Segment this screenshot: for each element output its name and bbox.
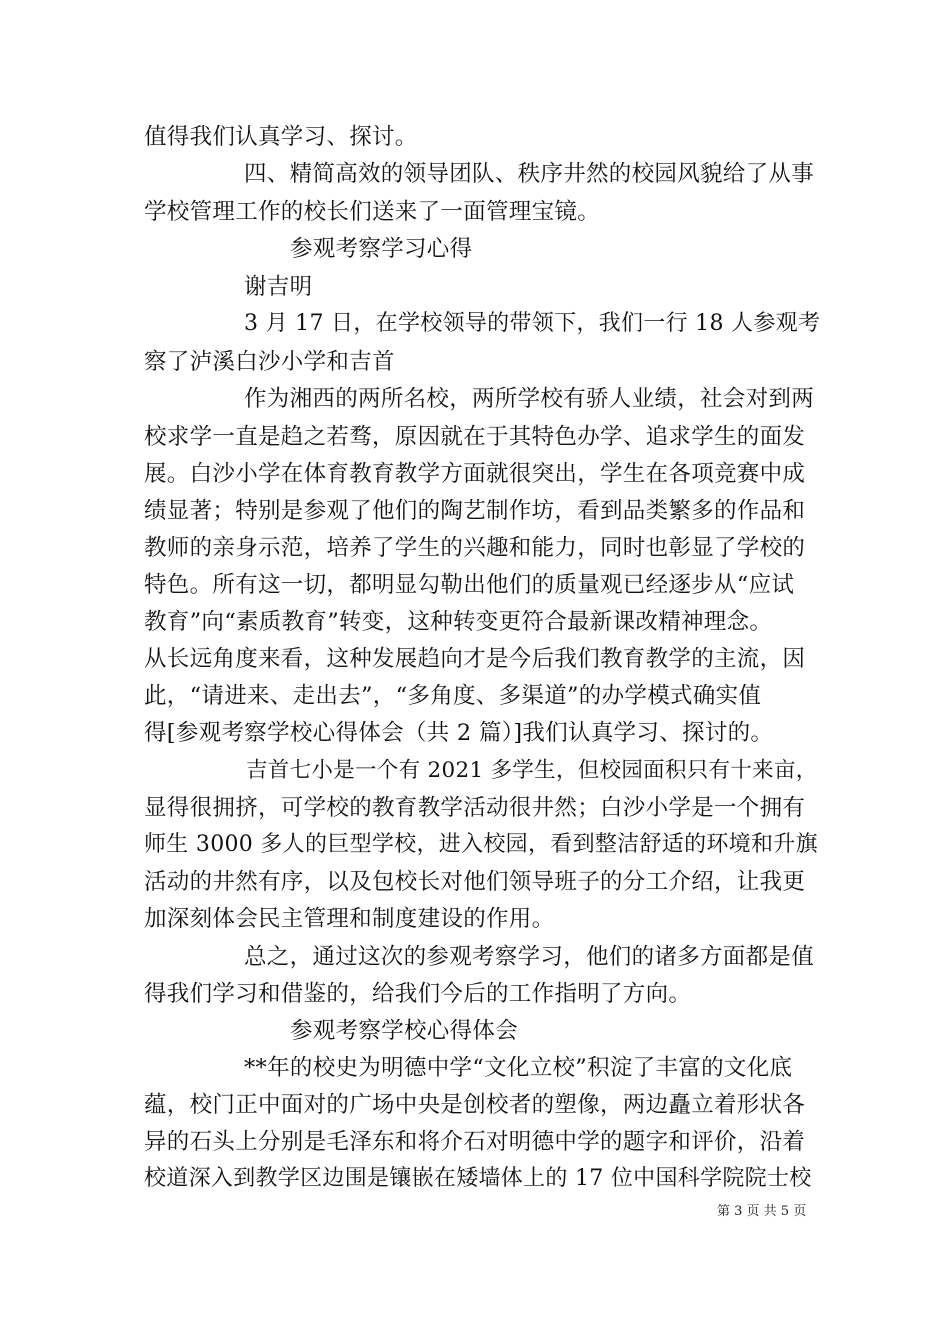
text-line: 得[参观考察学校心得体会（共 2 篇）]我们认真学习、探讨的。 bbox=[144, 720, 774, 746]
text-line: 展。白沙小学在体育教育教学方面就很突出，学生在各项竞赛中成 bbox=[144, 461, 806, 487]
text-line: 学校管理工作的校长们送来了一面管理宝镜。 bbox=[144, 199, 601, 225]
text-line: 四、精简高效的领导团队、秩序井然的校园风貌给了从事 bbox=[244, 161, 815, 187]
text-line: 值得我们认真学习、探讨。 bbox=[144, 124, 418, 150]
text-line: **年的校史为明德中学“文化立校”积淀了丰富的文化底 bbox=[244, 1055, 793, 1081]
text-line: 得我们学习和借鉴的，给我们今后的工作指明了方向。 bbox=[144, 981, 692, 1007]
text-line: 绩显著；特别是参观了他们的陶艺制作坊，看到品类繁多的作品和 bbox=[144, 498, 806, 524]
text-line: 此，“请进来、走出去”，“多角度、多渠道”的办学模式确实值 bbox=[144, 683, 762, 709]
text-line: 3 月 17 日，在学校领导的带领下，我们一行 18 人参观考 bbox=[244, 311, 821, 336]
text-line: 特色。所有这一切，都明显勾勒出他们的质量观已经逐步从“应试 bbox=[144, 572, 795, 598]
page-number-footer: 第 3 页 共 5 页 bbox=[717, 1204, 807, 1219]
text-line: 从长远角度来看，这种发展趋向才是今后我们教育教学的主流，因 bbox=[144, 646, 806, 672]
text-line: 加深刻体会民主管理和制度建设的作用。 bbox=[144, 906, 555, 932]
text-line: 师生 3000 多人的巨型学校，进入校园，看到整洁舒适的环境和升旗 bbox=[144, 832, 818, 857]
text-line: 显得很拥挤，可学校的教育教学活动很井然；白沙小学是一个拥有 bbox=[144, 795, 806, 821]
text-line: 校道深入到教学区边围是镶嵌在矮墙体上的 17 位中国科学院院士校 bbox=[144, 1166, 812, 1191]
author-name: 谢吉明 bbox=[244, 274, 313, 300]
text-line: 教育”向“素质教育”转变，这种转变更符合最新课改精神理念。 bbox=[144, 609, 773, 635]
text-line: 活动的井然有序，以及包校长对他们领导班子的分工介绍，让我更 bbox=[144, 869, 806, 895]
text-line: 作为湘西的两所名校，两所学校有骄人业绩，社会对到两 bbox=[244, 386, 815, 412]
text-line: 教师的亲身示范，培养了学生的兴趣和能力，同时也彰显了学校的 bbox=[144, 535, 806, 561]
text-line: 吉首七小是一个有 2021 多学生，但校园面积只有十来亩， bbox=[246, 758, 818, 783]
section-heading: 参观考察学校心得体会 bbox=[290, 1018, 519, 1044]
text-line: 异的石头上分别是毛泽东和将介石对明德中学的题字和评价，沿着 bbox=[144, 1129, 806, 1155]
text-line: 总之，通过这次的参观考察学习，他们的诸多方面都是值 bbox=[244, 944, 815, 970]
section-heading: 参观考察学习心得 bbox=[290, 236, 473, 262]
text-line: 蕴，校门正中面对的广场中央是创校者的塑像，两边矗立着形状各 bbox=[144, 1092, 806, 1118]
text-line: 察了泸溪白沙小学和吉首 bbox=[144, 349, 395, 375]
text-line: 校求学一直是趋之若骛，原因就在于其特色办学、追求学生的面发 bbox=[144, 424, 806, 450]
